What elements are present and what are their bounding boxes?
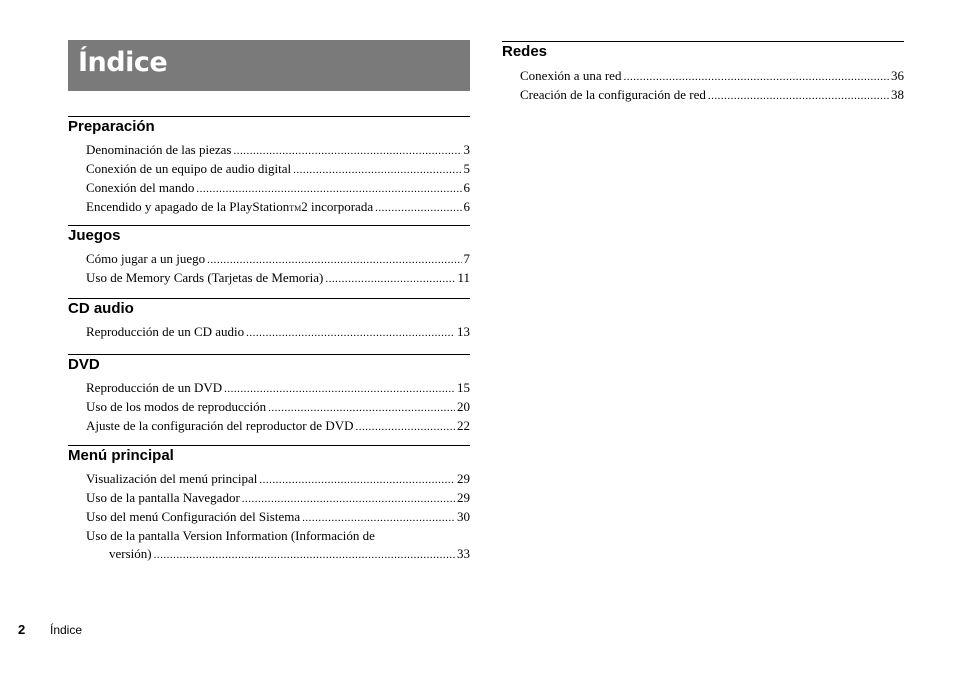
section-heading: Preparación <box>68 118 155 135</box>
toc-entry[interactable]: Conexión a una red ..... 36 <box>502 67 904 86</box>
toc-entry[interactable]: Cómo jugar a un juego ..... 7 <box>68 250 470 269</box>
toc-entry[interactable]: Reproducción de un CD audio ..... 13 <box>68 323 470 342</box>
toc-entry[interactable]: Conexión de un equipo de audio digital ..... 5 <box>68 160 470 179</box>
toc-page-number: 33 <box>457 546 470 561</box>
section-dvd <box>68 354 470 436</box>
page-title: Índice <box>78 47 168 78</box>
toc-page-number: 36 <box>891 68 904 83</box>
toc-page-number: 38 <box>891 87 904 102</box>
toc-page-number: 20 <box>457 399 470 414</box>
toc-page-number: 7 <box>463 251 470 266</box>
toc-entry[interactable]: Ajuste de la configuración del reproductor de DVD ..... 22 <box>68 417 470 436</box>
toc-page-number: 29 <box>457 490 470 505</box>
toc-page-number: 3 <box>463 142 470 157</box>
toc-entry[interactable]: Visualización del menú principal ..... 29 <box>68 470 470 489</box>
toc-page-number: 6 <box>463 180 470 195</box>
section-heading: Menú principal <box>68 447 174 464</box>
toc-page-number: 13 <box>457 324 470 339</box>
toc-page-number: 22 <box>457 418 470 433</box>
section-heading: Redes <box>502 43 548 60</box>
section-heading: DVD <box>68 356 100 373</box>
toc-page-number: 29 <box>457 471 470 486</box>
toc-entry[interactable]: Uso de los modos de reproducción ..... 20 <box>68 398 470 417</box>
toc-entry[interactable]: Uso del menú Configuración del Sistema ..... 30 <box>68 508 470 527</box>
toc-entry[interactable]: Creación de la configuración de red ..... 38 <box>502 86 904 105</box>
toc-entry-line2[interactable]: versión) ..... 33 <box>68 545 470 564</box>
section-juegos <box>68 225 470 288</box>
section-heading: CD audio <box>68 300 134 317</box>
toc-page-number: 30 <box>457 509 470 524</box>
toc-page-number: 5 <box>463 161 470 176</box>
toc-entry[interactable]: Uso de la pantalla Navegador ..... 29 <box>68 489 470 508</box>
footer-label: Índice <box>50 623 83 637</box>
section-preparacion <box>68 116 470 218</box>
section-menu-principal <box>68 445 470 564</box>
toc-entry[interactable]: Encendido y apagado de la PlayStationTM2 incorporada ..... 6 <box>68 198 470 218</box>
section-redes <box>502 41 904 105</box>
toc-entry-line1[interactable]: Uso de la pantalla Version Information (Información de <box>86 528 375 543</box>
section-cd-audio <box>68 298 470 342</box>
toc-entry[interactable]: Conexión del mando ..... 6 <box>68 179 470 198</box>
section-heading: Juegos <box>68 227 121 244</box>
toc-page-number: 15 <box>457 380 470 395</box>
toc-entry[interactable]: Uso de Memory Cards (Tarjetas de Memoria) ..... 11 <box>68 269 470 288</box>
page-title-banner <box>68 40 470 91</box>
toc-entry[interactable]: Denominación de las piezas ..... 3 <box>68 141 470 160</box>
trademark-mark: TM <box>289 204 302 213</box>
toc-page-number: 11 <box>457 270 470 285</box>
toc-entry[interactable]: Reproducción de un DVD ..... 15 <box>68 379 470 398</box>
toc-page-number: 6 <box>463 199 470 214</box>
footer-page-number: 2 <box>18 622 26 637</box>
